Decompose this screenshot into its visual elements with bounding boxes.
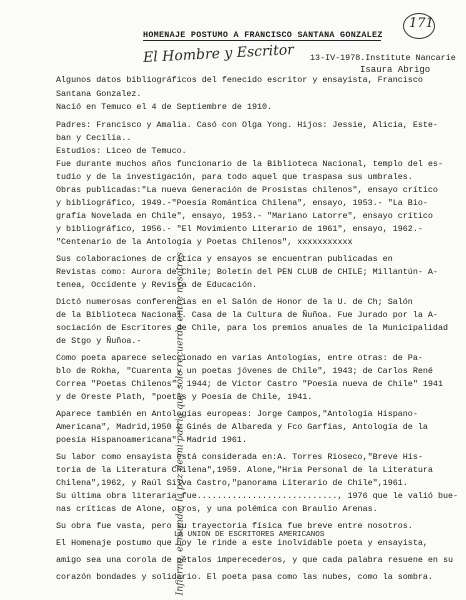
body-line: de Stgo y Ñuñoa.- [56, 336, 142, 346]
body-line: Padres: Francisco y Amalia. Casó con Olga Yong. Hijos: Jessie, Alicia, Este- [56, 120, 438, 130]
body-line: tudio y de la investigación, para todo aquel que traspasa sus umbrales. [56, 172, 413, 182]
document-title: HOMENAJE POSTUMO A FRANCISCO SANTANA GONZALEZ [143, 30, 383, 40]
page-number: 171 [409, 16, 434, 31]
body-line: "Centenario de la Antología y Poetas Chilenos", xxxxxxxxxxx [56, 237, 353, 247]
body-line: y bibliográfico, 1956.- "El Movimiento Literario de 1961", ensayo, 1962.- [56, 224, 423, 234]
date-line: 13-IV-1978.Institute Nancarie [310, 53, 456, 63]
body-line: corazón bondades y solidario. El poeta pasa como las nubes, como la sombra. [56, 572, 433, 582]
body-line: y de Oreste Plath, "poetas y Poesía de Chile, 1941. [56, 392, 313, 402]
body-line: Revistas como: Aurora de Chile; Boletín del PEN CLUB de CHILE; Millantún- A- [56, 267, 438, 277]
body-line: Aparece también en Antologías europeas: Jorge Campos,"Antología Hispano- [56, 409, 418, 419]
body-line: grafía Novelada en Chile", ensayo, 1953.- "Mariano Latorre", ensayo crítico [56, 211, 433, 221]
body-line: Americana", Madrid,1950 y Ginés de Albareda y Fco Garfias, Antología de la [56, 422, 428, 432]
body-line: blo de Rokha, "Cuarenta y un poetas jóvenes de Chile", 1943; de Carlos René [56, 366, 433, 376]
signature: Isaura Abrigo [360, 65, 431, 75]
body-line: amigo sea una corola de pétalos imperecederos, y que cada palabra resuene en su [56, 555, 454, 565]
body-line: ban y Cecilia.. [56, 133, 132, 143]
body-line: y bibliográfico, 1949.-"Poesía Romántica Chilena", ensayo, 1953.- "La Bio- [56, 198, 428, 208]
body-line: Algunos datos bibliográficos del fenecido escritor y ensayista, Francisco [56, 75, 423, 85]
body-line: Su última obra literaria fue............................, 1976 que le valió bue- [56, 491, 459, 501]
body-line: Sus colaboraciones de crítica y ensayos se encuentran publicadas en [56, 254, 393, 264]
body-line: toria de la Literatura Chilena",1959. Alone,"Hria Personal de la Literatura [56, 465, 433, 475]
body-line: tenea, Occidente y Revista de Educación. [56, 280, 258, 290]
overlay-text: LA UNION DE ESCRITORES AMERICANOS [174, 531, 325, 539]
body-line: Fue durante muchos años funcionario de la Biblioteca Nacional, templo del es- [56, 159, 443, 169]
body-line: Su obra fue vasta, pero su trayectoria física fue breve entre nosotros. [56, 521, 413, 531]
body-line: Correa "Poetas Chilenos", 1944; de Victor Castro "Poesía nueva de Chile" 1941 [56, 379, 443, 389]
body-line: Como poeta aparece seleccionado en varias Antologías, entre otras: de Pa- [56, 353, 423, 363]
body-line: Su labor como ensayista está considerada en:A. Torres Rioseco,"Breve His- [56, 452, 423, 462]
body-line: Dictó numerosas conferencias en el Salón de Honor de la U. de Ch; Salón [56, 297, 413, 307]
body-line: Obras publicadas:"La nueva Generación de Prosistas chilenos", ensayo crítico [56, 185, 438, 195]
body-line: poesía Hispanoamericana", Madrid 1961. [56, 435, 247, 445]
margin-note: Infierno, el mundo, la paz de mi patria que sólo recuerdo entre nosotros [174, 252, 186, 596]
body-line: El Homenaje postumo que hoy le rinde a este inolvidable poeta y ensayista, [56, 538, 428, 548]
body-line: Estudios: Liceo de Temuco. [56, 146, 187, 156]
body-line: Chilena",1962, y Raúl Silva Castro,"panorama Literario de Chile",1961. [56, 478, 408, 488]
body-line: Santana Gonzalez. [56, 89, 142, 99]
body-line: de la Biblioteca Nacional. Casa de la Cultura de Ñuñoa. Fue Jurado por la A- [56, 310, 438, 320]
body-line: nas críticas de Alone, otros, y una polémica con Braulio Arenas. [56, 504, 378, 514]
body-line: sociación de Escritores de Chile, para los premios anuales de la Municipalidad [56, 323, 449, 333]
body-line: Nació en Temuco el 4 de Septiembre de 1910. [56, 102, 273, 112]
handwritten-heading: El Hombre y Escritor [142, 42, 295, 66]
